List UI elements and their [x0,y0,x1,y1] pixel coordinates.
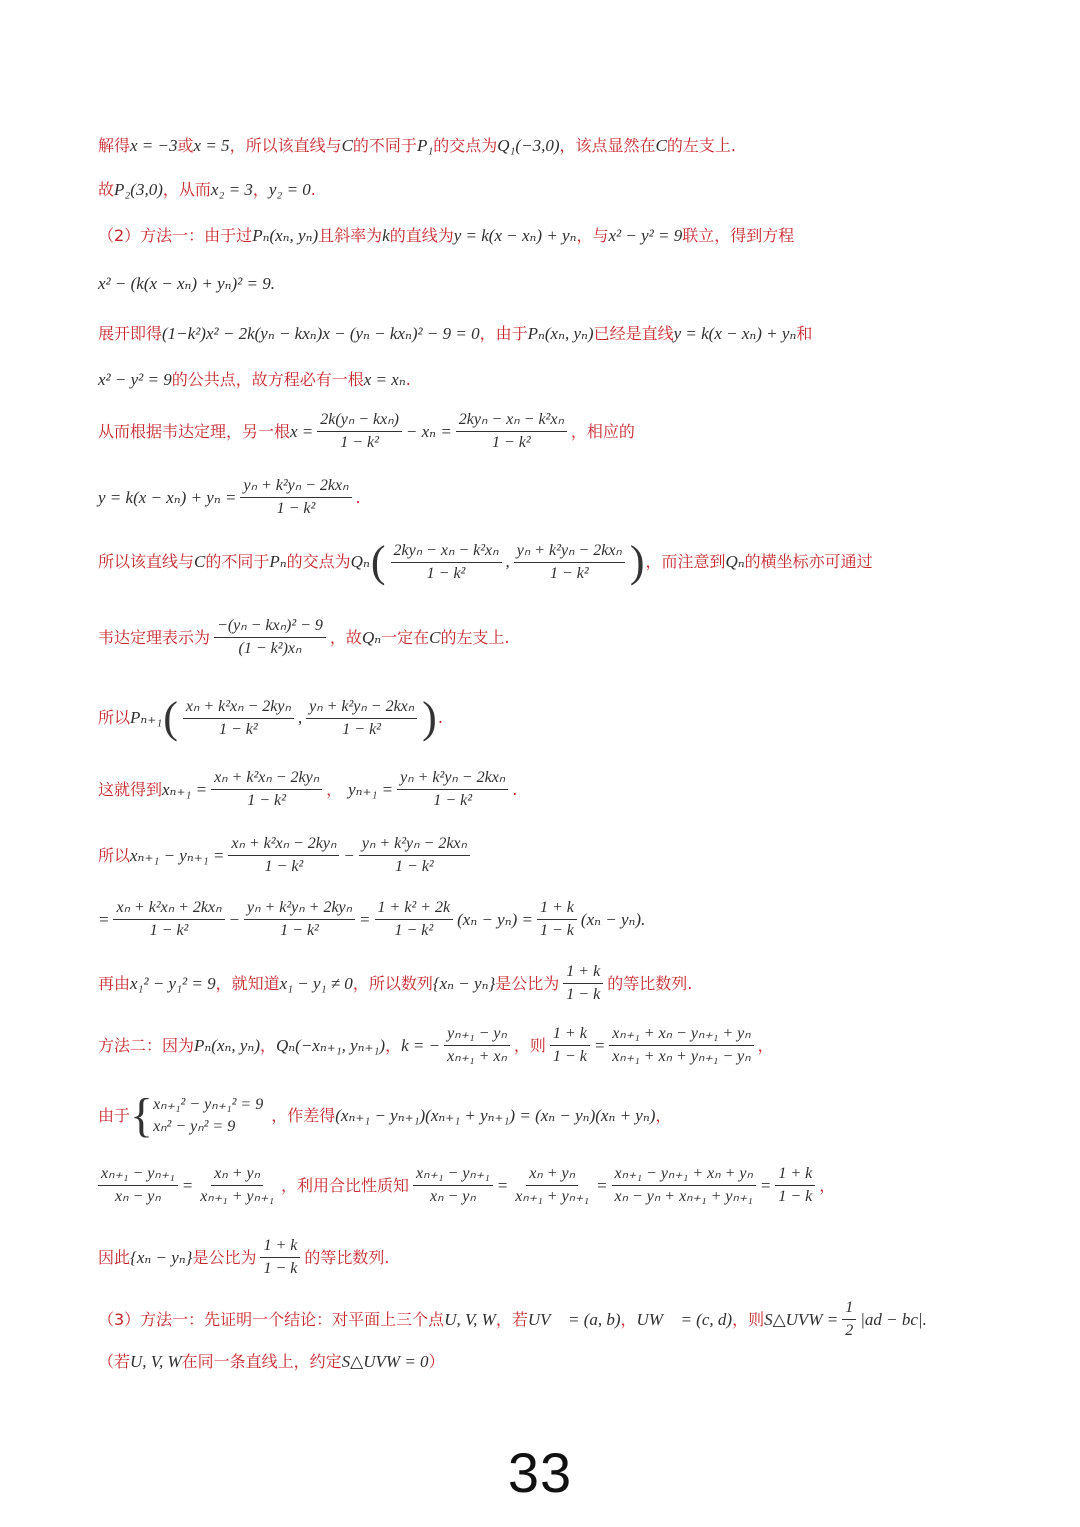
fraction [612,1164,756,1207]
fraction [375,898,454,941]
math: x = 5 [193,136,230,155]
denominator: 1 − k² [340,434,379,451]
text: ， [620,1309,637,1329]
numerator: 1 + k [537,898,577,920]
fraction [214,616,326,659]
math: U, V, W [444,1309,496,1329]
math: x = [290,421,314,441]
text: 因此 [98,1247,131,1267]
text: 方法二：因为 [98,1035,195,1055]
math: = [496,1175,509,1195]
text: ，相应的 [570,421,635,441]
numerator: xₙ + k²xₙ − 2kyₙ [211,768,322,790]
text: （3）方法一：先证明一个结论：对平面上三个点 [98,1309,445,1329]
line-21 [98,1350,445,1374]
text: 的左支上. [440,627,510,647]
math: x² − y² = 9 [98,370,172,389]
fraction [563,962,603,1005]
denominator: 1 − k² [394,922,434,939]
numerator: yₙ + k²yₙ − 2kxₙ [306,697,417,719]
fraction [456,410,567,453]
math: S△UVW = [764,1309,839,1329]
text: 的等比数列. [304,1247,390,1267]
math: S△UVW = 0 [341,1352,429,1371]
fraction [260,1236,300,1279]
math: Pₙ(xₙ, yₙ) [527,324,594,343]
math: y = k(x − xₙ) + yₙ [673,324,797,343]
math: xₙ₊₁ − yₙ₊₁ = [130,845,225,865]
denominator: 1 − k² [264,858,304,875]
denominator: 1 − k² [247,792,286,809]
math: x₁² − y₁² = 9 [130,973,216,993]
text: 韦达定理表示为 [98,627,211,647]
text: ，而注意到 [645,552,726,571]
math: = [596,1175,608,1195]
math: Pₙ [269,552,287,571]
line-4 [98,272,275,296]
numerator: 1 [842,1298,856,1320]
denominator: 1 − k² [433,792,473,809]
math: xₙ₊₁ = [162,779,208,799]
math: y = k(x − xₙ) + yₙ = [98,487,237,507]
math: − [228,909,240,929]
denominator: xₙ − yₙ + xₙ₊₁ + yₙ₊₁ [614,1188,753,1205]
fraction [413,1164,493,1207]
math: = [181,1175,194,1195]
line-11 [98,693,443,742]
numerator: xₙ + k²xₙ + 2kxₙ [113,898,224,920]
numerator: xₙ₊₁ − yₙ₊₁ [413,1164,493,1186]
text: 是公比为 [192,1247,257,1267]
comma: , [297,708,303,727]
math: Qₙ [350,552,370,571]
numerator: yₙ + k²yₙ − 2kxₙ [359,834,470,856]
right-paren: ) [629,537,645,586]
numerator: yₙ₊₁ − yₙ [444,1024,510,1046]
text: 解得 [98,136,131,155]
fraction [397,768,508,811]
numerator: −(yₙ − kxₙ)² − 9 [214,616,326,638]
math: = [359,909,371,929]
fraction [306,697,417,740]
numerator: xₙ₊₁ − yₙ₊₁ [98,1164,178,1186]
math: C [429,627,441,647]
numerator: xₙ + k²xₙ − 2kyₙ [183,697,294,719]
math: C [655,136,667,155]
math: (xₙ₊₁ − yₙ₊₁)(xₙ₊₁ + yₙ₊₁) = (xₙ − yₙ)(xₙ + yₙ) [335,1106,656,1125]
fraction [609,1024,753,1067]
denominator: 1 − k² [549,564,589,582]
math: |ad − bc|. [860,1309,927,1329]
text: ，从而 [162,180,211,199]
denominator: xₙ₊₁ + yₙ₊₁ [515,1188,590,1205]
math: = [759,1175,772,1195]
text: 展开即得 [98,324,163,343]
system-eq-2: xₙ² − yₙ² = 9 [153,1118,236,1135]
left-paren: ( [370,537,386,586]
math: x₂ = 3 [210,180,253,199]
fraction [512,1164,592,1207]
left-paren: ( [163,693,178,742]
text: ，则 [732,1309,765,1329]
text: 的公共点，故方程必有一根 [171,370,364,389]
text: ， [252,180,269,199]
text: ，作差得 [271,1106,336,1125]
equation-system [153,1094,263,1138]
text: 的等比数列. [607,973,693,993]
line-3 [98,224,794,248]
denominator: xₙ − yₙ [115,1188,161,1205]
line-7 [98,410,635,453]
math: x = −3 [130,136,178,155]
text: ，利用合比性质知 [281,1175,410,1195]
math: x₁ − y₁ ≠ 0 [279,973,353,993]
math: yₙ₊₁ = [348,779,394,799]
line-14 [98,898,645,941]
denominator: 1 − k [778,1188,813,1205]
numerator: yₙ + k²yₙ − 2kxₙ [514,541,625,563]
math: − [343,845,355,865]
text: . [355,487,361,507]
numerator: yₙ + k²yₙ + 2kyₙ [244,898,355,920]
line-18 [98,1164,835,1207]
fraction [228,834,339,877]
text: （若 [98,1352,131,1371]
text: 且斜率为 [318,226,383,245]
numerator: xₙ₊₁ + xₙ − yₙ₊₁ + yₙ [609,1024,753,1046]
text: ， [385,1035,402,1055]
text: ， [655,1106,672,1125]
math: y₂ = 0 [268,180,311,199]
denominator: 1 − k² [426,564,466,582]
text: （2）方法一：由于过 [98,226,253,245]
text: 的交点为 [433,136,498,155]
text: ， [757,1035,774,1055]
math: Pₙ(xₙ, yₙ) [194,1035,260,1055]
text: . [512,779,518,799]
numerator: xₙ₊₁ − yₙ₊₁ + xₙ + yₙ [612,1164,756,1186]
text: ，所以该直线与 [229,136,342,155]
fraction [317,410,402,453]
fraction [197,1164,277,1207]
text: 的横坐标亦可通过 [744,552,873,571]
system-eq-1: xₙ₊₁² − yₙ₊₁² = 9 [153,1096,264,1113]
fraction [359,834,470,877]
text: ， [259,1035,276,1055]
fraction [550,1024,590,1067]
line-9 [98,537,873,586]
line-19 [98,1236,389,1279]
line-10 [98,616,510,659]
math: Pₙ₊₁ [130,708,163,727]
denominator: 1 − k [552,1048,587,1065]
math: Qₙ [725,552,745,571]
text: 已经是直线 [593,324,674,343]
denominator: xₙ₊₁ + xₙ [447,1048,507,1065]
denominator: 1 − k² [219,720,258,738]
text: 故 [98,180,115,199]
math: UW⃗ = (c, d) [636,1309,733,1329]
fraction [244,898,355,941]
math: (1−k²)x² − 2k(yₙ − kxₙ)x − (yₙ − kxₙ)² − 9 = 0 [162,324,480,343]
denominator: 1 − k² [280,922,319,939]
text: 所以 [98,845,131,865]
math: {xₙ − yₙ} [130,1247,193,1267]
text: 在同一条直线上，约定 [181,1352,342,1371]
text: 这就得到 [98,779,163,799]
fraction [183,697,294,740]
text: ，由于 [479,324,528,343]
denominator: 1 − k [263,1260,298,1277]
math: Pₙ(xₙ, yₙ) [252,226,319,245]
math: k = − [401,1035,441,1055]
denominator: 1 − k² [342,720,381,738]
text: 所以该直线与 [98,552,195,571]
text: 的交点为 [286,552,351,571]
numerator: 1 + k² + 2k [375,898,454,920]
numerator: 2kyₙ − xₙ − k²xₙ [391,541,502,563]
denominator: 1 − k² [149,922,189,939]
text: 的直线为 [389,226,454,245]
line-16 [98,1024,774,1067]
text: ，所以数列 [352,973,433,993]
comma: , [505,552,510,571]
text: 从而根据韦达定理，另一根 [98,421,291,441]
math: = [98,909,110,929]
line-17 [98,1089,672,1142]
numerator: yₙ + k²yₙ − 2kxₙ [240,476,351,498]
denominator: 1 − k² [395,858,434,875]
fraction [514,541,625,584]
text: 联立，得到方程 [682,226,795,245]
text: 的不同于 [352,136,417,155]
fraction [211,768,322,811]
math: U, V, W [130,1352,182,1371]
line-8 [98,476,361,519]
page-number: 33 [507,1441,573,1504]
numerator: xₙ + yₙ [211,1164,263,1186]
text: ，若 [495,1309,528,1329]
math: C [341,136,353,155]
numerator: 1 + k [550,1024,590,1046]
fraction [98,1164,178,1207]
numerator: yₙ + k²yₙ − 2kxₙ [397,768,508,790]
right-paren: ) [422,693,437,742]
line-5 [98,322,812,346]
text: 的左支上. [666,136,736,155]
text: ，与 [576,226,609,245]
line-20 [98,1298,927,1341]
numerator: 2kyₙ − xₙ − k²xₙ [456,410,567,432]
text: 再由 [98,973,131,993]
math: {xₙ − yₙ} [432,973,496,993]
fraction [113,898,224,941]
fraction [775,1164,815,1207]
text: 和 [796,324,813,343]
text: 一定在 [381,627,430,647]
math: P₂(3,0) [114,180,163,199]
fraction [537,898,577,941]
denominator: 1 − k [566,986,601,1003]
text: ， [326,779,343,799]
text: 或 [177,136,194,155]
denominator: (1 − k²)xₙ [238,640,302,657]
text: . [437,708,443,727]
denominator: xₙ − yₙ [430,1188,476,1205]
numerator: xₙ + k²xₙ − 2kyₙ [228,834,339,856]
text: ，该点显然在 [559,136,656,155]
fraction [391,541,502,584]
math: x = xₙ [363,370,406,389]
denominator: xₙ₊₁ + yₙ₊₁ [200,1188,275,1205]
numerator: 1 + k [260,1236,300,1258]
numerator: 1 + k [775,1164,815,1186]
math: Q₁(−3,0) [497,136,560,155]
fraction [240,476,351,519]
numerator: 2k(yₙ − kxₙ) [317,410,402,432]
math: x² − y² = 9 [608,226,683,245]
fraction [444,1024,510,1067]
math: k [382,226,390,245]
denominator: 1 − k² [276,500,316,517]
text: . [310,180,316,199]
line-2 [98,178,316,202]
line-1 [98,134,736,158]
text: 的不同于 [205,552,270,571]
text: 是公比为 [495,973,560,993]
denominator: 1 − k [540,922,574,939]
denominator: 2 [845,1322,854,1339]
fraction [842,1298,856,1341]
text: ，故 [329,627,362,647]
text: ，则 [513,1035,546,1055]
text: . [405,370,411,389]
left-brace: { [130,1089,154,1142]
text: ） [428,1352,445,1371]
math: Qₙ [361,627,382,647]
line-6 [98,368,411,392]
text: 所以 [98,708,131,727]
denominator: 1 − k² [491,434,531,451]
math: Qₙ(−xₙ₊₁, yₙ₊₁) [276,1035,386,1055]
line-13 [98,834,474,877]
math: = [593,1035,606,1055]
line-12 [98,768,517,811]
math: C [194,552,206,571]
text: 由于 [98,1106,131,1125]
numerator: 1 + k [563,962,603,984]
math: (xₙ − yₙ). [580,909,646,929]
math: (xₙ − yₙ) = [457,909,533,929]
math: UV⃗ = (a, b) [527,1309,621,1329]
text: ， [819,1175,836,1195]
denominator: xₙ₊₁ + xₙ + yₙ₊₁ − yₙ [612,1048,751,1065]
math: − xₙ = [405,421,452,441]
math: y = k(x − xₙ) + yₙ [453,226,577,245]
math: x² − (k(x − xₙ) + yₙ)² = 9. [98,274,275,293]
math: P₁ [416,136,434,155]
line-15 [98,962,692,1005]
numerator: xₙ + yₙ [526,1164,578,1186]
text: ，就知道 [215,973,280,993]
